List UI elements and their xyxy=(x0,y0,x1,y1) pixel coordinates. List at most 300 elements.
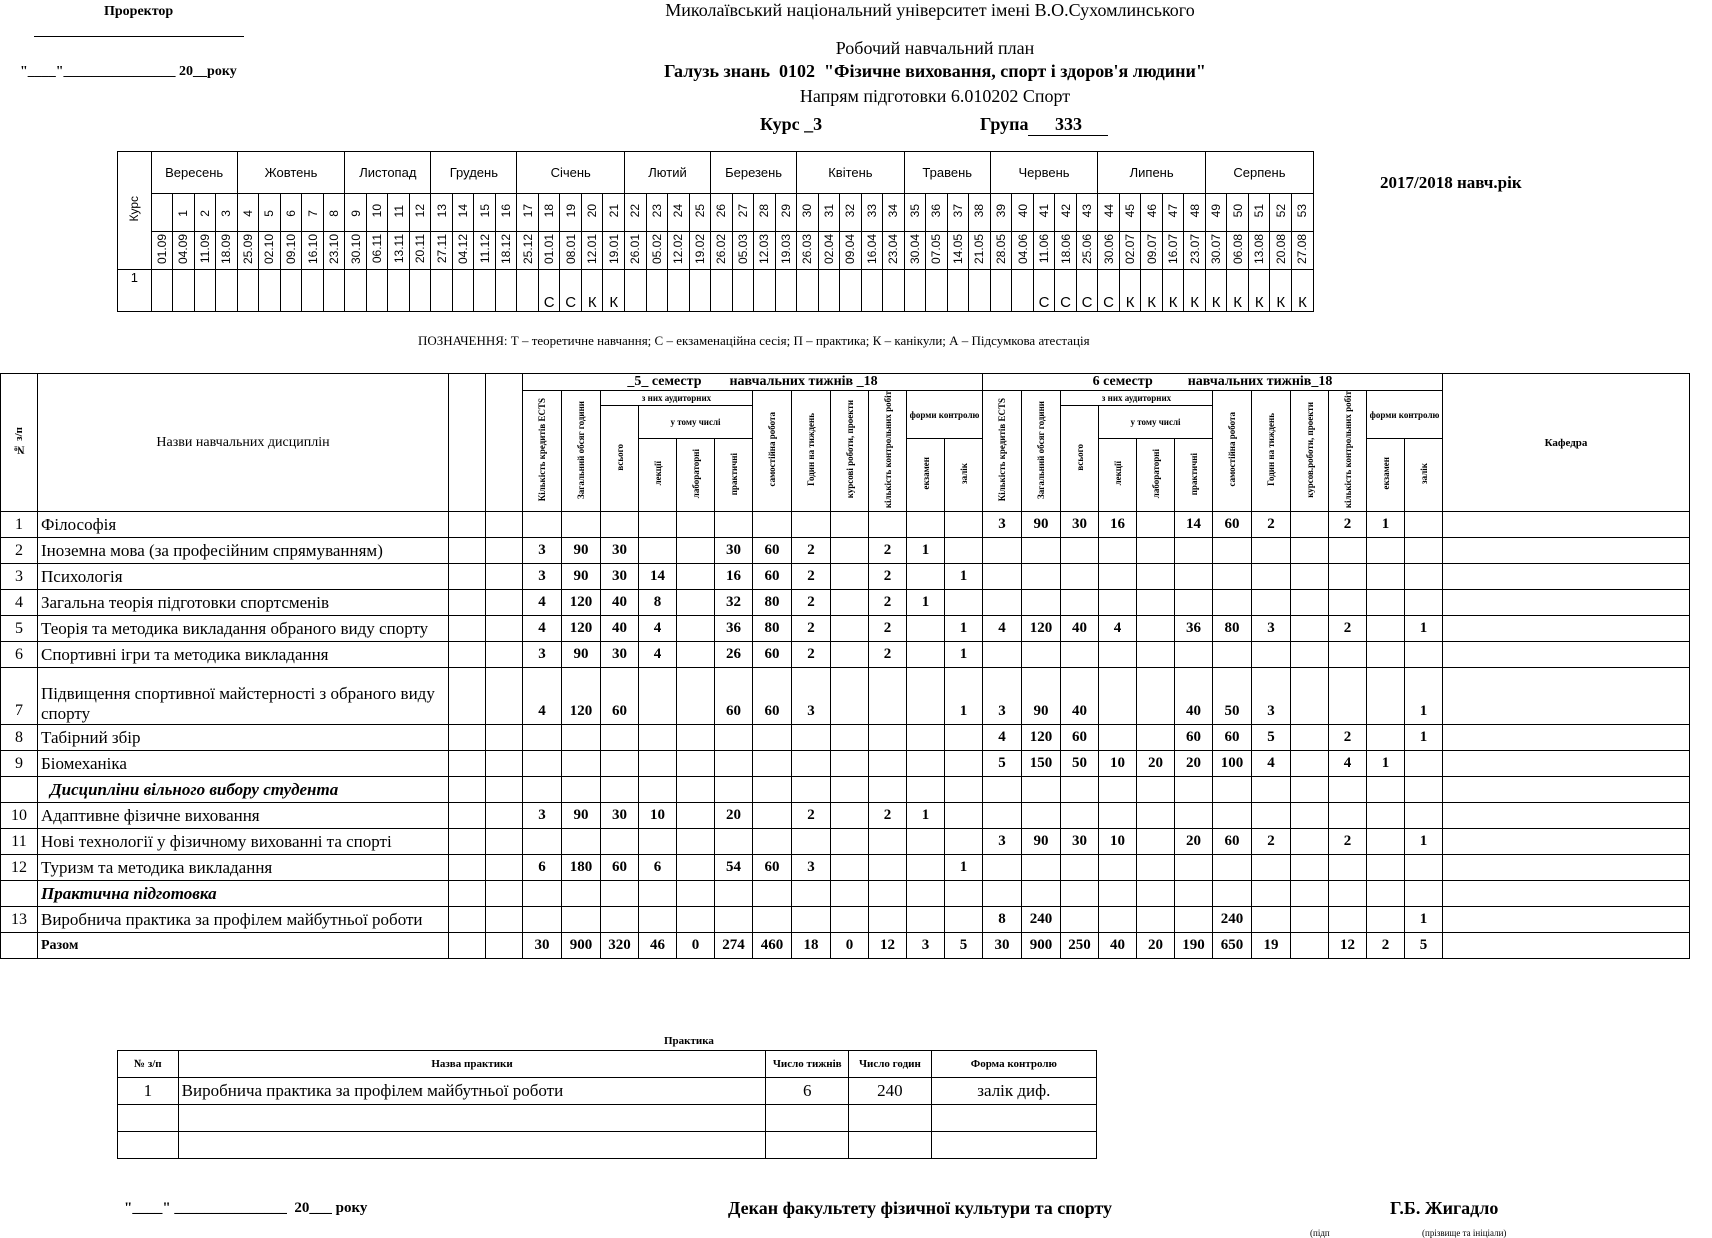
value-cell xyxy=(983,855,1022,881)
row-number: 1 xyxy=(1,512,38,538)
extra-cell xyxy=(486,538,523,564)
extra-cell xyxy=(486,590,523,616)
calendar-date-cell xyxy=(990,232,1012,270)
value-cell: 1 xyxy=(945,855,983,881)
column-header xyxy=(907,439,945,512)
empty-cell xyxy=(983,777,1022,803)
calendar-week-number: 38 xyxy=(972,204,987,218)
value-cell xyxy=(715,829,753,855)
calendar-mark-cell xyxy=(969,270,991,312)
value-cell: 1 xyxy=(907,803,945,829)
discipline-name: Загальна теорія підготовки спортсменів xyxy=(38,590,449,616)
forms-header: форми контролю xyxy=(907,391,983,439)
calendar-mark-cell xyxy=(323,270,345,312)
value-cell xyxy=(1291,907,1329,933)
total-cell: 0 xyxy=(677,933,715,959)
value-cell: 90 xyxy=(562,538,601,564)
empty-cell xyxy=(1405,881,1443,907)
calendar-date: 05.03 xyxy=(735,233,750,265)
calendar-date-cell xyxy=(431,232,453,270)
value-cell: 4 xyxy=(1099,616,1137,642)
value-cell xyxy=(1099,642,1137,668)
empty-cell xyxy=(1291,881,1329,907)
calendar-mark-cell xyxy=(775,270,797,312)
value-cell xyxy=(945,590,983,616)
empty-cell xyxy=(1022,777,1061,803)
value-cell xyxy=(831,590,869,616)
value-cell xyxy=(1213,642,1252,668)
empty-cell xyxy=(1099,777,1137,803)
value-cell: 2 xyxy=(792,803,831,829)
name-hint: (прізвище та ініціали) xyxy=(1422,1228,1507,1238)
value-cell xyxy=(907,829,945,855)
value-cell xyxy=(1329,642,1367,668)
calendar-mark-cell xyxy=(732,270,754,312)
value-cell xyxy=(601,907,639,933)
calendar-week-number: 24 xyxy=(671,204,686,218)
practice-header: Число тижнів xyxy=(766,1051,849,1078)
value-cell: 60 xyxy=(1061,725,1099,751)
calendar-mark-cell xyxy=(495,270,517,312)
calendar-week-number: 1 xyxy=(176,209,191,217)
column-header-label: всього xyxy=(1074,443,1085,471)
calendar-mark-cell: К xyxy=(1248,270,1270,312)
calendar-week-number: 27 xyxy=(735,204,750,218)
value-cell xyxy=(1137,829,1175,855)
calendar-mark-cell: К xyxy=(1141,270,1163,312)
calendar-week-number: 12 xyxy=(413,204,428,218)
signature-hint: (підп xyxy=(1310,1228,1330,1238)
value-cell: 36 xyxy=(715,616,753,642)
value-cell: 3 xyxy=(792,668,831,725)
empty-cell xyxy=(945,881,983,907)
empty-cell xyxy=(1061,777,1099,803)
value-cell xyxy=(1291,642,1329,668)
value-cell xyxy=(1137,590,1175,616)
value-cell: 60 xyxy=(753,855,792,881)
kafedra-cell xyxy=(1443,668,1690,725)
practice-cell: 240 xyxy=(849,1078,932,1105)
table-row xyxy=(1,642,1690,668)
value-cell: 1 xyxy=(1367,751,1405,777)
total-cell: 460 xyxy=(753,933,792,959)
value-cell: 50 xyxy=(1213,668,1252,725)
calendar-week-cell xyxy=(237,194,259,232)
total-num xyxy=(1,933,38,959)
total-cell: 30 xyxy=(523,933,562,959)
empty-cell xyxy=(1367,881,1405,907)
calendar-week-cell xyxy=(409,194,431,232)
value-cell xyxy=(1367,538,1405,564)
row-number: 6 xyxy=(1,642,38,668)
field-of-knowledge: Галузь знань 0102 "Фізичне виховання, спорт і здоров'я людини" xyxy=(664,61,1206,81)
calendar-date: 05.02 xyxy=(649,233,664,265)
dean-title: Декан факультету фізичної культури та спорту xyxy=(728,1198,1113,1218)
extra-cell xyxy=(449,668,486,725)
practice-cell xyxy=(766,1105,849,1132)
calendar-date: 13.11 xyxy=(391,234,406,264)
value-cell: 3 xyxy=(1252,616,1291,642)
calendar-date: 23.07 xyxy=(1187,233,1202,265)
value-cell: 1 xyxy=(907,538,945,564)
value-cell xyxy=(869,725,907,751)
calendar-mark-cell xyxy=(990,270,1012,312)
value-cell: 30 xyxy=(601,642,639,668)
value-cell xyxy=(869,668,907,725)
extra-cell xyxy=(486,616,523,642)
value-cell: 5 xyxy=(983,751,1022,777)
value-cell xyxy=(715,725,753,751)
value-cell: 4 xyxy=(523,668,562,725)
calendar-table xyxy=(117,151,1314,312)
calendar-week-number: 4 xyxy=(240,209,255,217)
value-cell: 1 xyxy=(945,616,983,642)
value-cell xyxy=(1367,642,1405,668)
value-cell: 120 xyxy=(1022,725,1061,751)
empty-cell xyxy=(486,777,523,803)
calendar-date-cell xyxy=(646,232,668,270)
calendar-mark-cell: К xyxy=(1119,270,1141,312)
value-cell xyxy=(562,512,601,538)
practice-header: Число годин xyxy=(849,1051,932,1078)
value-cell: 20 xyxy=(1137,751,1175,777)
calendar-week-cell xyxy=(1162,194,1184,232)
footer-date: "____" _______________ 20___ року xyxy=(124,1200,368,1216)
calendar-week-cell xyxy=(388,194,410,232)
value-cell: 180 xyxy=(562,855,601,881)
value-cell xyxy=(983,564,1022,590)
calendar-mark-cell xyxy=(883,270,905,312)
value-cell xyxy=(1252,855,1291,881)
calendar-mark-cell xyxy=(797,270,819,312)
value-cell xyxy=(1137,512,1175,538)
course-label: Курс _3 xyxy=(760,114,823,134)
calendar-mark-cell xyxy=(345,270,367,312)
calendar-week-number: 22 xyxy=(628,204,643,218)
value-cell: 60 xyxy=(601,855,639,881)
calendar-week-cell xyxy=(1227,194,1249,232)
academic-year: 2017/2018 навч.рік xyxy=(1380,173,1522,192)
extra-cell xyxy=(449,564,486,590)
discipline-name: Виробнича практика за профілем майбутньої роботи xyxy=(38,907,449,933)
kafedra-cell xyxy=(1443,564,1690,590)
practice-cell xyxy=(849,1105,932,1132)
value-cell: 2 xyxy=(1329,829,1367,855)
header-extra xyxy=(486,374,523,512)
value-cell xyxy=(831,907,869,933)
calendar-week-cell xyxy=(668,194,690,232)
calendar-mark-cell: К xyxy=(603,270,625,312)
calendar-week-cell xyxy=(474,194,496,232)
calendar-mark-cell: С xyxy=(538,270,560,312)
calendar-week-number: 45 xyxy=(1123,204,1138,218)
aud-header: з них аудиторних xyxy=(1061,391,1213,406)
calendar-date-cell xyxy=(754,232,776,270)
group-value: 333 xyxy=(1028,114,1108,136)
extra-cell xyxy=(449,907,486,933)
practice-cell xyxy=(178,1105,766,1132)
value-cell: 3 xyxy=(983,512,1022,538)
calendar-date: 07.05 xyxy=(929,233,944,265)
calendar-date-cell xyxy=(302,232,324,270)
value-cell xyxy=(1137,538,1175,564)
value-cell xyxy=(677,642,715,668)
value-cell xyxy=(1137,803,1175,829)
value-cell xyxy=(639,907,677,933)
row-number: 3 xyxy=(1,564,38,590)
row-number: 4 xyxy=(1,590,38,616)
extra-cell xyxy=(449,751,486,777)
value-cell xyxy=(983,590,1022,616)
value-cell xyxy=(831,803,869,829)
value-cell: 16 xyxy=(715,564,753,590)
calendar-date: 23.10 xyxy=(327,233,342,265)
header-name: Назви навчальних дисциплін xyxy=(38,374,449,512)
calendar-week-cell xyxy=(840,194,862,232)
calendar-week-number: 29 xyxy=(778,204,793,218)
empty-cell xyxy=(1329,777,1367,803)
discipline-name: Психологія xyxy=(38,564,449,590)
value-cell: 60 xyxy=(1213,725,1252,751)
value-cell xyxy=(983,538,1022,564)
table-row xyxy=(1,564,1690,590)
value-cell: 8 xyxy=(983,907,1022,933)
calendar-week-cell xyxy=(431,194,453,232)
value-cell: 2 xyxy=(1252,512,1291,538)
calendar-week-cell xyxy=(624,194,646,232)
value-cell xyxy=(1405,564,1443,590)
calendar-date: 12.01 xyxy=(585,233,600,265)
kafedra-cell xyxy=(1443,538,1690,564)
calendar-date-cell xyxy=(259,232,281,270)
total-cell: 40 xyxy=(1099,933,1137,959)
value-cell xyxy=(1061,907,1099,933)
total-cell: 900 xyxy=(1022,933,1061,959)
value-cell: 80 xyxy=(753,616,792,642)
value-cell xyxy=(1061,803,1099,829)
value-cell xyxy=(1213,538,1252,564)
value-cell: 1 xyxy=(1367,512,1405,538)
calendar-date: 20.11 xyxy=(413,234,428,264)
calendar-date: 12.02 xyxy=(671,233,686,265)
value-cell xyxy=(907,907,945,933)
calendar-date: 30.04 xyxy=(907,233,922,265)
calendar-mark-cell xyxy=(861,270,883,312)
practice-cell: Виробнича практика за профілем майбутньої роботи xyxy=(178,1078,766,1105)
calendar-week-cell xyxy=(1119,194,1141,232)
table-row xyxy=(1,803,1690,829)
total-cell: 46 xyxy=(639,933,677,959)
calendar-week-cell xyxy=(883,194,905,232)
total-cell: 19 xyxy=(1252,933,1291,959)
calendar-week-number: 25 xyxy=(692,204,707,218)
value-cell: 14 xyxy=(639,564,677,590)
value-cell xyxy=(1137,668,1175,725)
calendar-week-number: 35 xyxy=(907,204,922,218)
value-cell xyxy=(1213,564,1252,590)
calendar-date: 09.10 xyxy=(283,233,298,265)
calendar-week-cell xyxy=(452,194,474,232)
calendar-week-number: 6 xyxy=(283,209,298,217)
kafedra-cell xyxy=(1443,642,1690,668)
column-header-label: курсов.роботи, проекти xyxy=(1304,401,1315,498)
calendar-date: 02.07 xyxy=(1123,233,1138,265)
value-cell xyxy=(1405,803,1443,829)
calendar-date-cell xyxy=(388,232,410,270)
empty-cell xyxy=(1252,881,1291,907)
calendar-week-cell xyxy=(1291,194,1313,232)
value-cell xyxy=(1099,803,1137,829)
value-cell xyxy=(945,829,983,855)
calendar-week-cell xyxy=(1248,194,1270,232)
calendar-mark-cell xyxy=(409,270,431,312)
calendar-mark-cell xyxy=(646,270,668,312)
kafedra-cell xyxy=(1443,725,1690,751)
empty-cell xyxy=(753,777,792,803)
value-cell xyxy=(562,907,601,933)
value-cell xyxy=(869,512,907,538)
value-cell xyxy=(831,855,869,881)
discipline-name: Філософія xyxy=(38,512,449,538)
calendar-week-number: 32 xyxy=(843,204,858,218)
calendar-mark-cell xyxy=(280,270,302,312)
calendar-week-number: 8 xyxy=(327,209,342,217)
value-cell xyxy=(677,803,715,829)
column-header xyxy=(1252,391,1291,512)
value-cell xyxy=(1137,642,1175,668)
row-number: 8 xyxy=(1,725,38,751)
value-cell xyxy=(1252,564,1291,590)
discipline-name: Туризм та методика викладання xyxy=(38,855,449,881)
extra-cell xyxy=(449,590,486,616)
calendar-week-number: 14 xyxy=(456,204,471,218)
calendar-date-cell xyxy=(947,232,969,270)
extra-cell xyxy=(486,564,523,590)
total-cell: 5 xyxy=(1405,933,1443,959)
value-cell xyxy=(1175,855,1213,881)
empty-cell xyxy=(792,881,831,907)
table-row xyxy=(1,668,1690,725)
calendar-week-number: 46 xyxy=(1144,204,1159,218)
calendar-month: Травень xyxy=(904,152,990,194)
column-header xyxy=(831,391,869,512)
value-cell xyxy=(1099,668,1137,725)
extra-cell xyxy=(486,855,523,881)
calendar-week-cell xyxy=(216,194,238,232)
discipline-name: Табірний збір xyxy=(38,725,449,751)
empty-cell xyxy=(831,777,869,803)
empty-cell xyxy=(907,881,945,907)
value-cell xyxy=(1367,803,1405,829)
calendar-week-number: 43 xyxy=(1080,204,1095,218)
calendar-mark-cell xyxy=(624,270,646,312)
value-cell xyxy=(1291,616,1329,642)
calendar-date: 28.05 xyxy=(994,233,1008,265)
calendar-mark-cell xyxy=(711,270,733,312)
value-cell: 30 xyxy=(601,564,639,590)
value-cell: 1 xyxy=(907,590,945,616)
calendar-mark-cell: К xyxy=(1162,270,1184,312)
column-header-label: лабораторні xyxy=(690,449,701,499)
calendar-mark-cell xyxy=(431,270,453,312)
value-cell xyxy=(753,803,792,829)
value-cell xyxy=(1022,564,1061,590)
value-cell xyxy=(907,616,945,642)
value-cell xyxy=(907,668,945,725)
value-cell: 90 xyxy=(562,642,601,668)
value-cell: 4 xyxy=(1329,751,1367,777)
table-row xyxy=(1,751,1690,777)
value-cell: 4 xyxy=(983,616,1022,642)
calendar-week-cell xyxy=(1205,194,1227,232)
value-cell: 60 xyxy=(715,668,753,725)
column-header-label: лабораторні xyxy=(1150,449,1161,499)
value-cell xyxy=(1175,538,1213,564)
value-cell xyxy=(907,855,945,881)
calendar-date-cell xyxy=(883,232,905,270)
column-header xyxy=(1367,439,1405,512)
value-cell: 1 xyxy=(1405,829,1443,855)
total-cell: 190 xyxy=(1175,933,1213,959)
value-cell xyxy=(831,668,869,725)
calendar-mark-cell: К xyxy=(1184,270,1206,312)
value-cell xyxy=(562,725,601,751)
row-number: 12 xyxy=(1,855,38,881)
practice-header: Форма контролю xyxy=(931,1051,1096,1078)
value-cell: 6 xyxy=(523,855,562,881)
calendar-week-number: 16 xyxy=(499,204,514,218)
calendar-date: 11.12 xyxy=(477,234,492,264)
column-header xyxy=(1329,391,1367,512)
value-cell xyxy=(1405,538,1443,564)
value-cell xyxy=(792,829,831,855)
calendar-date: 01.09 xyxy=(154,233,169,265)
value-cell xyxy=(831,642,869,668)
value-cell xyxy=(639,829,677,855)
calendar-date: 12.03 xyxy=(757,233,772,265)
calendar-date-cell xyxy=(603,232,625,270)
value-cell xyxy=(1405,642,1443,668)
column-header-label: кількість контрольних робіт xyxy=(882,391,893,509)
header-extra xyxy=(449,374,486,512)
value-cell xyxy=(1099,564,1137,590)
calendar-date-cell xyxy=(969,232,991,270)
table-row xyxy=(1,907,1690,933)
calendar-mark-cell xyxy=(840,270,862,312)
calendar-date-cell xyxy=(323,232,345,270)
value-cell xyxy=(562,829,601,855)
practice-cell xyxy=(766,1132,849,1159)
value-cell: 4 xyxy=(639,642,677,668)
column-header-label: екзамен xyxy=(920,457,931,490)
calendar-date-cell xyxy=(1227,232,1249,270)
table-row xyxy=(1,590,1690,616)
calendar-week-cell xyxy=(947,194,969,232)
calendar-mark-cell xyxy=(259,270,281,312)
calendar-week-cell xyxy=(990,194,1012,232)
value-cell xyxy=(677,512,715,538)
extra-cell xyxy=(449,538,486,564)
calendar-date: 18.06 xyxy=(1058,233,1073,265)
value-cell xyxy=(639,538,677,564)
section-row xyxy=(1,777,1690,803)
calendar-date: 20.08 xyxy=(1273,233,1288,265)
value-cell xyxy=(1291,538,1329,564)
total-cell: 2 xyxy=(1367,933,1405,959)
empty-cell xyxy=(983,881,1022,907)
row-number: 11 xyxy=(1,829,38,855)
value-cell: 2 xyxy=(1329,616,1367,642)
